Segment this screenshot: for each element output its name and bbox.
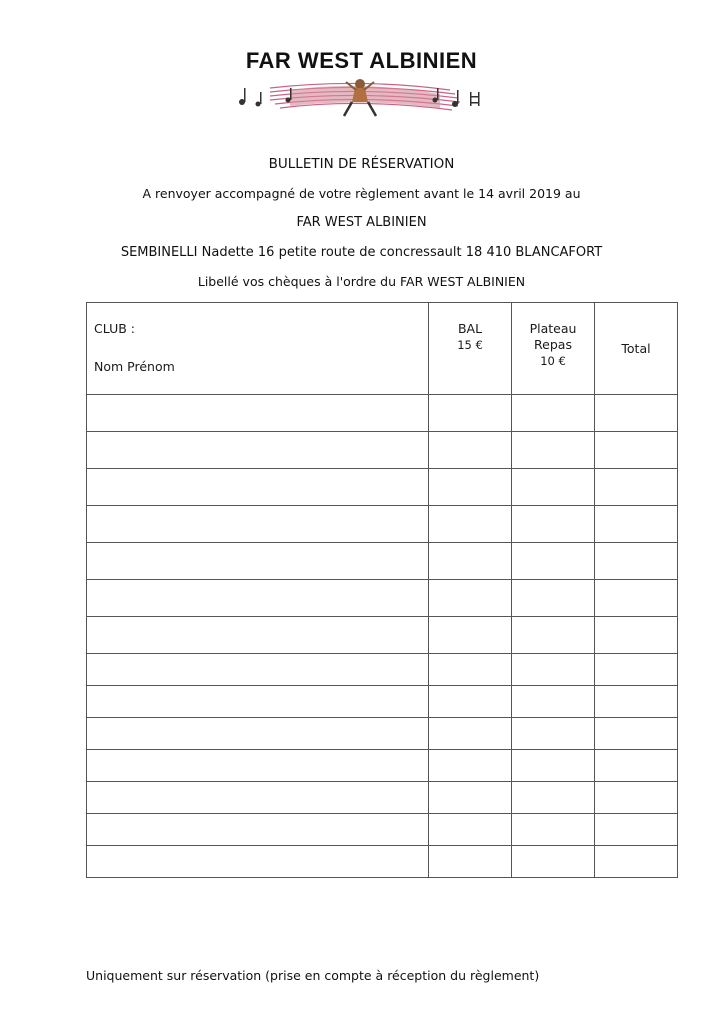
total-label: Total — [621, 341, 651, 356]
plateau-cell[interactable] — [512, 395, 595, 432]
bal-cell[interactable] — [429, 395, 512, 432]
total-cell[interactable] — [595, 814, 678, 846]
bal-cell[interactable] — [429, 782, 512, 814]
plateau-cell[interactable] — [512, 814, 595, 846]
total-cell[interactable] — [595, 846, 678, 878]
total-cell[interactable] — [595, 718, 678, 750]
bal-cell[interactable] — [429, 686, 512, 718]
table-row — [87, 718, 678, 750]
table-row — [87, 617, 678, 654]
cheque-instructions: Libellé vos chèques à l'ordre du FAR WEST ALBINIEN — [197, 274, 526, 289]
name-cell[interactable] — [87, 750, 429, 782]
name-cell[interactable] — [87, 506, 429, 543]
form-heading: BULLETIN DE RÉSERVATION — [268, 156, 455, 172]
name-cell[interactable] — [87, 654, 429, 686]
plateau-cell[interactable] — [512, 654, 595, 686]
plateau-price: 10 € — [540, 354, 566, 368]
repas-label: Repas — [534, 337, 572, 352]
bal-column-header — [429, 303, 512, 395]
table-row — [87, 580, 678, 617]
plateau-cell[interactable] — [512, 617, 595, 654]
plateau-cell[interactable] — [512, 718, 595, 750]
total-cell[interactable] — [595, 469, 678, 506]
total-column-header — [595, 303, 678, 395]
reservation-table — [86, 302, 678, 878]
plateau-cell[interactable] — [512, 846, 595, 878]
total-cell[interactable] — [595, 543, 678, 580]
bal-cell[interactable] — [429, 617, 512, 654]
total-cell[interactable] — [595, 686, 678, 718]
plateau-label: Plateau — [529, 321, 577, 336]
footer-note: Uniquement sur réservation (prise en compte à réception du règlement) — [86, 968, 540, 983]
table-row — [87, 654, 678, 686]
table-row — [87, 469, 678, 506]
plateau-cell[interactable] — [512, 580, 595, 617]
name-cell[interactable] — [87, 580, 429, 617]
name-cell[interactable] — [87, 782, 429, 814]
name-cell[interactable] — [87, 718, 429, 750]
table-row — [87, 814, 678, 846]
total-cell[interactable] — [595, 750, 678, 782]
logo-title: FAR WEST ALBINIEN — [245, 48, 478, 73]
bal-cell[interactable] — [429, 469, 512, 506]
total-cell[interactable] — [595, 654, 678, 686]
plateau-cell[interactable] — [512, 543, 595, 580]
plateau-cell[interactable] — [512, 432, 595, 469]
name-cell[interactable] — [87, 617, 429, 654]
plateau-cell[interactable] — [512, 469, 595, 506]
bal-cell[interactable] — [429, 432, 512, 469]
name-cell[interactable] — [87, 395, 429, 432]
plateau-cell[interactable] — [512, 506, 595, 543]
total-cell[interactable] — [595, 782, 678, 814]
name-cell[interactable] — [87, 846, 429, 878]
table-row — [87, 395, 678, 432]
table-row — [87, 846, 678, 878]
bal-cell[interactable] — [429, 580, 512, 617]
name-cell[interactable] — [87, 543, 429, 580]
plateau-cell[interactable] — [512, 686, 595, 718]
table-row — [87, 750, 678, 782]
table-row — [87, 432, 678, 469]
total-cell[interactable] — [595, 432, 678, 469]
bal-cell[interactable] — [429, 750, 512, 782]
total-cell[interactable] — [595, 580, 678, 617]
table-row — [87, 782, 678, 814]
bal-cell[interactable] — [429, 814, 512, 846]
dancer-music-banner-icon — [230, 74, 500, 120]
bal-price: 15 € — [457, 338, 483, 352]
name-label: Nom Prénom — [94, 359, 175, 374]
name-column-header — [87, 303, 429, 395]
plateau-column-header — [512, 303, 595, 395]
name-cell[interactable] — [87, 469, 429, 506]
table-row — [87, 686, 678, 718]
plateau-cell[interactable] — [512, 782, 595, 814]
name-cell[interactable] — [87, 432, 429, 469]
return-instructions: A renvoyer accompagné de votre règlement avant le 14 avril 2019 au — [142, 186, 581, 201]
bal-cell[interactable] — [429, 506, 512, 543]
bal-cell[interactable] — [429, 718, 512, 750]
club-label: CLUB : — [94, 321, 135, 336]
name-cell[interactable] — [87, 814, 429, 846]
postal-address: SEMBINELLI Nadette 16 petite route de concressault 18 410 BLANCAFORT — [120, 245, 603, 260]
table-row — [87, 506, 678, 543]
bal-cell[interactable] — [429, 654, 512, 686]
plateau-cell[interactable] — [512, 750, 595, 782]
total-cell[interactable] — [595, 617, 678, 654]
table-row — [87, 543, 678, 580]
name-cell[interactable] — [87, 686, 429, 718]
bal-cell[interactable] — [429, 543, 512, 580]
bal-cell[interactable] — [429, 846, 512, 878]
total-cell[interactable] — [595, 506, 678, 543]
bal-label: BAL — [457, 321, 483, 336]
total-cell[interactable] — [595, 395, 678, 432]
club-name: FAR WEST ALBINIEN — [296, 215, 427, 230]
